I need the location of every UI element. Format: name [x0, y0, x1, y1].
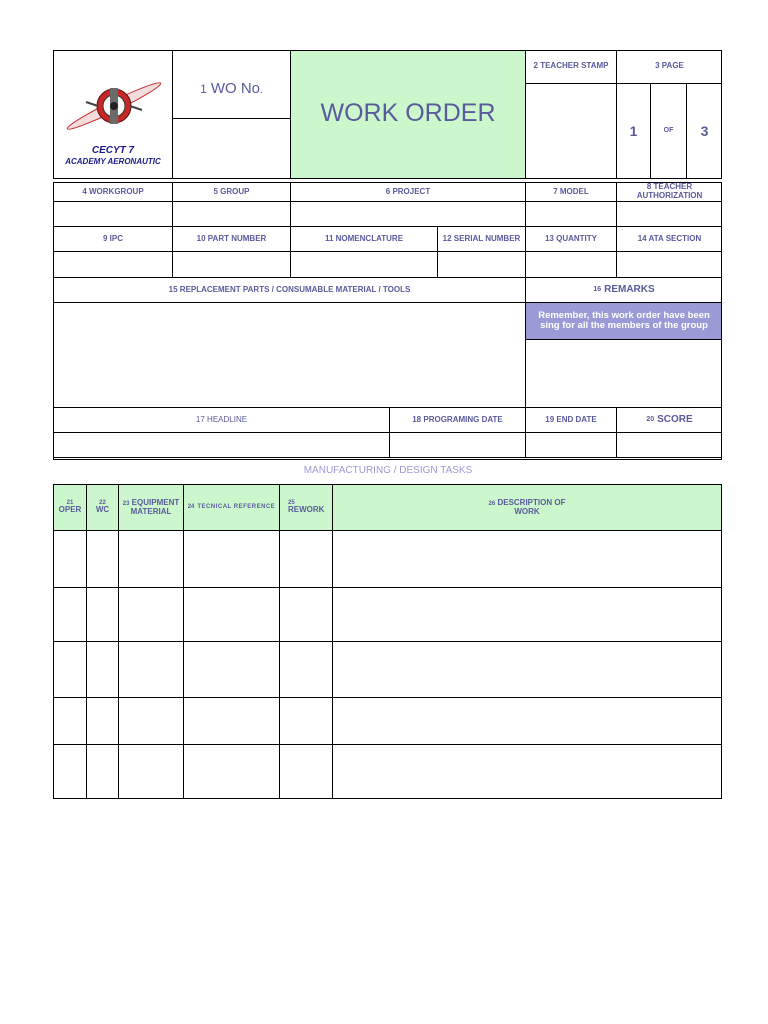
- tecnical-reference-column-num: 24: [187, 504, 195, 511]
- remarks-text: REMARKS: [604, 283, 655, 295]
- serial-number-field[interactable]: [438, 252, 525, 277]
- ata-section-field[interactable]: [617, 252, 721, 277]
- project-field[interactable]: [291, 202, 525, 226]
- nomenclature-label: 11 NOMENCLATURE: [324, 233, 404, 243]
- teacher-stamp-field[interactable]: [526, 84, 616, 178]
- workgroup-field[interactable]: [54, 202, 172, 226]
- end-date-label: 19 END DATE: [545, 414, 597, 424]
- oper-column-num: 21: [66, 500, 74, 507]
- teacher-authorization-label: 8 TEACHER AUTHORIZATION: [636, 182, 703, 200]
- nomenclature-field[interactable]: [291, 252, 437, 277]
- rework-column-num: 25: [288, 500, 295, 507]
- table-row[interactable]: [54, 745, 721, 798]
- logo-name: CECYT 7: [91, 145, 135, 157]
- model-label: 7 MODEL: [553, 186, 589, 196]
- headline-label: 17 HEADLINE: [195, 414, 248, 424]
- table-row[interactable]: [54, 698, 721, 744]
- workgroup-label: 4 WORKGROUP: [82, 186, 144, 196]
- teacher-stamp-label: 2 TEACHER STAMP: [533, 61, 609, 71]
- replacement-parts-field[interactable]: [54, 303, 525, 407]
- page-label: 3 PAGE: [655, 61, 684, 71]
- tasks-title: MANUFACTURING / DESIGN TASKS: [303, 464, 473, 476]
- page-of: OF: [663, 127, 674, 135]
- score-num: 20: [646, 416, 655, 424]
- model-field[interactable]: [526, 202, 616, 226]
- table-row[interactable]: [54, 642, 721, 697]
- description-column-header: [333, 485, 721, 530]
- quantity-label: 13 QUANTITY: [544, 233, 597, 243]
- academy-logo: [60, 72, 168, 144]
- replacement-parts-label: 15 REPLACEMENT PARTS / CONSUMABLE MATERIAL / TOOLS: [168, 284, 411, 294]
- wo-number-text: WO No: [210, 80, 261, 98]
- end-date-field[interactable]: [526, 433, 616, 457]
- rework-column-header: [280, 485, 332, 530]
- tecnical-reference-column-label: TECNICAL REFERENCE: [197, 504, 276, 511]
- wo-number-field[interactable]: [173, 119, 289, 178]
- score-field[interactable]: [617, 433, 721, 457]
- oper-column-header: [54, 485, 86, 530]
- score-text: SCORE: [657, 413, 693, 425]
- ata-section-label: 14 ATA SECTION: [637, 233, 702, 243]
- wo-number-num: 1: [200, 81, 207, 96]
- headline-field[interactable]: [54, 433, 389, 457]
- remarks-note: Remember, this work order have been sing for all the members of the group: [538, 310, 710, 331]
- description-column-num: 26: [488, 501, 496, 508]
- oper-column-label: OPER: [58, 505, 82, 515]
- serial-number-label: 12 SERIAL NUMBER: [442, 233, 521, 243]
- wc-column-header: [87, 485, 118, 530]
- page-current: 1: [629, 122, 638, 139]
- table-row[interactable]: [54, 588, 721, 641]
- wo-number-label: [173, 79, 290, 99]
- equipment-column-label: EQUIPMENT MATERIAL: [130, 498, 180, 516]
- page-total: 3: [700, 122, 709, 139]
- project-label: 6 PROJECT: [385, 186, 431, 196]
- group-field[interactable]: [173, 202, 290, 226]
- wo-number-dot: .: [260, 84, 263, 96]
- remarks-field[interactable]: [526, 340, 721, 407]
- logo-subtitle: ACADEMY AERONAUTIC: [65, 157, 161, 167]
- part-number-field[interactable]: [173, 252, 290, 277]
- programing-date-field[interactable]: [390, 433, 525, 457]
- equipment-column-header: [119, 485, 183, 530]
- rework-column-label: REWORK: [288, 505, 325, 515]
- programing-date-label: 18 PROGRAMING DATE: [412, 414, 503, 424]
- part-number-label: 10 PART NUMBER: [196, 233, 267, 243]
- page-title: WORK ORDER: [320, 98, 496, 127]
- group-label: 5 GROUP: [213, 186, 250, 196]
- score-label: [617, 408, 722, 432]
- ipc-field[interactable]: [54, 252, 172, 277]
- teacher-authorization-field[interactable]: [617, 202, 721, 226]
- wc-column-label: WC: [95, 505, 110, 515]
- equipment-column-num: 23: [122, 501, 130, 508]
- remarks-num: 16: [593, 286, 602, 294]
- table-row[interactable]: [54, 531, 721, 587]
- wc-column-num: 22: [99, 500, 106, 507]
- tecnical-reference-column-header: [184, 485, 279, 530]
- quantity-field[interactable]: [526, 252, 616, 277]
- description-column-label: DESCRIPTION OF WORK: [497, 498, 566, 516]
- remarks-label: [526, 278, 722, 302]
- ipc-label: 9 IPC: [102, 233, 123, 243]
